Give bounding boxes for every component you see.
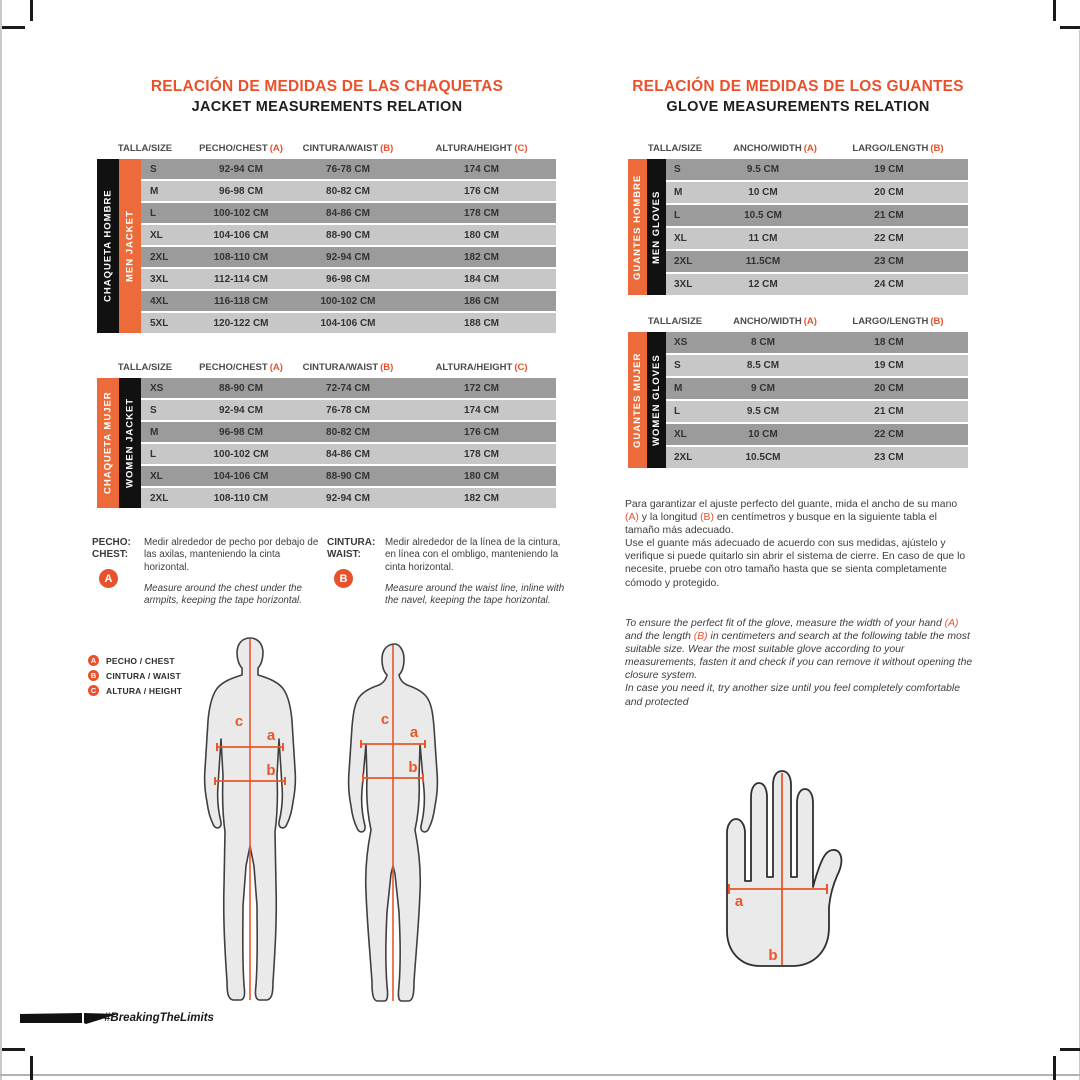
table-row bbox=[141, 444, 556, 464]
table-row bbox=[141, 422, 556, 442]
footer-hashtag: #BreakingTheLimits bbox=[104, 1012, 214, 1024]
hand-label-length: b bbox=[768, 947, 778, 964]
cell-length: 24 CM bbox=[874, 279, 904, 290]
cell-width: 10 CM bbox=[748, 429, 778, 440]
header-largo-length: LARGO/LENGTH (B) bbox=[852, 316, 944, 327]
cell-width: 10 CM bbox=[748, 187, 778, 198]
cell-width: 10.5CM bbox=[745, 452, 781, 463]
cell-width: 8.5 CM bbox=[746, 360, 780, 371]
table-row bbox=[666, 274, 968, 295]
cell-waist: 88-90 CM bbox=[326, 229, 370, 241]
cell-length: 20 CM bbox=[874, 187, 904, 198]
table-row bbox=[141, 159, 556, 179]
cell-size: S bbox=[150, 404, 157, 416]
hand-outline bbox=[727, 771, 841, 966]
women-gloves-table-header bbox=[628, 314, 968, 329]
body-figures-illustration bbox=[185, 628, 470, 1013]
header-altura-height: ALTURA/HEIGHT (C) bbox=[435, 362, 528, 373]
cell-chest: 104-106 CM bbox=[213, 470, 269, 482]
cell-chest: 108-110 CM bbox=[213, 251, 269, 263]
table-row bbox=[141, 225, 556, 245]
waist-instruction bbox=[327, 537, 565, 607]
men-jacket-band-es: CHAQUETA HOMBRE bbox=[97, 159, 119, 333]
cell-width: 10.5 CM bbox=[744, 210, 782, 221]
crop-mark-bottom-left-v bbox=[30, 1056, 33, 1080]
page-edge-left bbox=[0, 0, 2, 1080]
header-ancho-width: ANCHO/WIDTH (A) bbox=[733, 143, 817, 154]
legend-badge-b: B bbox=[88, 670, 99, 681]
jackets-title-es: RELACIÓN DE MEDIDAS DE LAS CHAQUETAS bbox=[150, 78, 504, 95]
table-row bbox=[666, 378, 968, 399]
jackets-heading bbox=[97, 78, 557, 115]
cell-chest: 92-94 CM bbox=[219, 163, 263, 175]
cell-height: 178 CM bbox=[463, 448, 499, 460]
waist-label-en: WAIST: bbox=[327, 549, 361, 560]
table-row bbox=[666, 251, 968, 272]
cell-size: 3XL bbox=[150, 273, 169, 285]
cell-waist: 104-106 CM bbox=[320, 317, 376, 329]
cell-size: 4XL bbox=[150, 295, 169, 307]
cell-height: 184 CM bbox=[463, 273, 499, 285]
table-row bbox=[666, 401, 968, 422]
cell-length: 22 CM bbox=[874, 429, 904, 440]
men-jacket-table bbox=[97, 141, 556, 335]
women-jacket-band-es: CHAQUETA MUJER bbox=[97, 378, 119, 508]
women-jacket-rows bbox=[141, 378, 556, 508]
women-jacket-band-en: WOMEN JACKET bbox=[119, 378, 141, 508]
legend-item-height: C ALTURA / HEIGHT bbox=[88, 685, 182, 696]
cell-length: 22 CM bbox=[874, 233, 904, 244]
waist-label-es: CINTURA: bbox=[327, 537, 376, 548]
gloves-heading bbox=[622, 78, 974, 115]
cell-height: 182 CM bbox=[463, 492, 499, 504]
header-pecho-chest: PECHO/CHEST (A) bbox=[199, 362, 283, 373]
cell-chest: 116-118 CM bbox=[214, 295, 268, 307]
chest-text-es: Medir alrededor de pecho por debajo de las axilas, manteniendo la cinta horizontal. bbox=[144, 537, 319, 573]
table-row bbox=[141, 400, 556, 420]
cell-width: 11.5CM bbox=[745, 256, 781, 267]
cell-size: 2XL bbox=[674, 452, 693, 463]
chest-instruction bbox=[92, 537, 322, 607]
table-row bbox=[141, 291, 556, 311]
cell-waist: 84-86 CM bbox=[326, 207, 370, 219]
cell-length: 21 CM bbox=[874, 406, 904, 417]
women-jacket-table-header bbox=[97, 360, 556, 375]
crop-mark-top-right-h bbox=[1060, 26, 1080, 29]
crop-mark-bottom-right-v bbox=[1053, 1056, 1056, 1080]
cell-size: XL bbox=[674, 429, 687, 440]
waist-text-en: Measure around the waist line, inline with the navel, keeping the tape horizontal. bbox=[385, 582, 565, 607]
cell-height: 172 CM bbox=[463, 382, 499, 394]
cell-waist: 92-94 CM bbox=[326, 251, 370, 263]
female-label-height: c bbox=[380, 711, 390, 728]
table-row bbox=[141, 466, 556, 486]
cell-size: XL bbox=[674, 233, 687, 244]
female-label-chest: a bbox=[409, 724, 419, 741]
cell-width: 9 CM bbox=[751, 383, 775, 394]
cell-chest: 112-114 CM bbox=[214, 273, 268, 285]
legend-item-chest: A PECHO / CHEST bbox=[88, 655, 182, 666]
cell-size: 2XL bbox=[150, 251, 169, 263]
women-gloves-table bbox=[628, 314, 968, 470]
cell-size: M bbox=[674, 383, 683, 394]
cell-length: 23 CM bbox=[874, 256, 904, 267]
glove-fit-text-en: To ensure the perfect fit of the glove, measure the width of your hand (A) and the length (B) in centimeters and search at the following table the most suitable size. Wear the most suitable glove according to your measurements, fasten it and check if you can remove it without opening the closure system. In case you need it, try another size until you feel completely comfortable and protected bbox=[625, 618, 973, 708]
cell-size: XS bbox=[674, 337, 688, 348]
chest-text-en: Measure around the chest under the armpits, keeping the tape horizontal. bbox=[144, 582, 302, 607]
cell-height: 180 CM bbox=[463, 470, 499, 482]
cell-size: 3XL bbox=[674, 279, 693, 290]
women-jacket-table bbox=[97, 360, 556, 510]
women-gloves-band-en: WOMEN GLOVES bbox=[647, 332, 666, 468]
women-gloves-band-es: GUANTES MUJER bbox=[628, 332, 647, 468]
men-gloves-band-en: MEN GLOVES bbox=[647, 159, 666, 295]
header-ancho-width: ANCHO/WIDTH (A) bbox=[733, 316, 817, 327]
men-gloves-table-header bbox=[628, 141, 968, 156]
glove-hand-illustration bbox=[703, 735, 893, 980]
male-label-height: c bbox=[234, 713, 244, 730]
crop-mark-bottom-left-h bbox=[2, 1048, 25, 1051]
cell-width: 9.5 CM bbox=[746, 406, 780, 417]
men-jacket-rows bbox=[141, 159, 556, 333]
cell-size: M bbox=[674, 187, 683, 198]
table-row bbox=[141, 181, 556, 201]
header-largo-length: LARGO/LENGTH (B) bbox=[852, 143, 944, 154]
cell-width: 8 CM bbox=[751, 337, 775, 348]
table-row bbox=[141, 247, 556, 267]
gloves-title-en: GLOVE MEASUREMENTS RELATION bbox=[666, 99, 930, 115]
cell-width: 11 CM bbox=[748, 233, 778, 244]
cell-chest: 104-106 CM bbox=[213, 229, 269, 241]
header-talla-size: TALLA/SIZE bbox=[647, 316, 703, 327]
header-talla-size: TALLA/SIZE bbox=[117, 362, 173, 373]
cell-size: L bbox=[674, 210, 681, 221]
cell-length: 19 CM bbox=[874, 360, 904, 371]
men-gloves-table bbox=[628, 141, 968, 297]
men-gloves-band-es: GUANTES HOMBRE bbox=[628, 159, 647, 295]
cell-height: 176 CM bbox=[463, 185, 499, 197]
cell-size: S bbox=[674, 360, 681, 371]
header-pecho-chest: PECHO/CHEST (A) bbox=[199, 143, 283, 154]
cell-height: 180 CM bbox=[463, 229, 499, 241]
men-gloves-rows bbox=[666, 159, 968, 295]
cell-waist: 76-78 CM bbox=[326, 404, 370, 416]
waist-key-badge: B bbox=[334, 569, 353, 588]
cell-size: M bbox=[150, 185, 159, 197]
cell-height: 178 CM bbox=[463, 207, 499, 219]
cell-size: L bbox=[150, 207, 157, 219]
cell-chest: 108-110 CM bbox=[213, 492, 269, 504]
cell-chest: 92-94 CM bbox=[219, 404, 263, 416]
header-altura-height: ALTURA/HEIGHT (C) bbox=[435, 143, 528, 154]
crop-mark-top-left-h bbox=[2, 26, 25, 29]
cell-length: 18 CM bbox=[874, 337, 904, 348]
cell-size: 2XL bbox=[674, 256, 693, 267]
gloves-title-es: RELACIÓN DE MEDIDAS DE LOS GUANTES bbox=[632, 78, 964, 95]
chest-label-es: PECHO: bbox=[92, 537, 131, 548]
table-row bbox=[666, 355, 968, 376]
table-row bbox=[141, 313, 556, 333]
cell-size: M bbox=[150, 426, 159, 438]
table-row bbox=[666, 332, 968, 353]
male-label-waist: b bbox=[266, 762, 276, 779]
cell-chest: 120-122 CM bbox=[213, 317, 269, 329]
cell-chest: 96-98 CM bbox=[219, 185, 263, 197]
cell-length: 19 CM bbox=[874, 164, 904, 175]
cell-height: 174 CM bbox=[463, 404, 499, 416]
cell-length: 20 CM bbox=[874, 383, 904, 394]
male-figure bbox=[205, 638, 296, 1000]
cell-height: 174 CM bbox=[463, 163, 499, 175]
table-row bbox=[141, 488, 556, 508]
cell-height: 182 CM bbox=[463, 251, 499, 263]
legend-badge-a: A bbox=[88, 655, 99, 666]
cell-waist: 72-74 CM bbox=[326, 382, 370, 394]
cell-waist: 84-86 CM bbox=[326, 448, 370, 460]
header-talla-size: TALLA/SIZE bbox=[647, 143, 703, 154]
table-row bbox=[666, 447, 968, 468]
table-row bbox=[141, 269, 556, 289]
cell-waist: 88-90 CM bbox=[326, 470, 370, 482]
cell-height: 188 CM bbox=[463, 317, 499, 329]
women-gloves-rows bbox=[666, 332, 968, 468]
chest-label-en: CHEST: bbox=[92, 549, 129, 560]
cell-chest: 88-90 CM bbox=[219, 382, 263, 394]
female-label-waist: b bbox=[408, 759, 418, 776]
cell-length: 23 CM bbox=[874, 452, 904, 463]
legend-item-waist: B CINTURA / WAIST bbox=[88, 670, 182, 681]
cell-chest: 96-98 CM bbox=[219, 426, 263, 438]
measurement-legend bbox=[88, 655, 182, 700]
table-row bbox=[666, 228, 968, 249]
glove-fit-text-es: Para garantizar el ajuste perfecto del guante, mida el ancho de su mano (A) y la longitud (B) en centímetros y busque en la siguiente tabla el tamaño más adecuado. Use el guante más adecuado de acuerdo con sus medidas, ajústelo y verifique si puede quitarlo sin abrir el sistema de cierre. En caso de que lo necesite, pruebe con otro tamaño hasta que se sienta completamente cómodo y protegido. bbox=[625, 499, 966, 589]
cell-waist: 96-98 CM bbox=[326, 273, 370, 285]
cell-length: 21 CM bbox=[874, 210, 904, 221]
header-cintura-waist: CINTURA/WAIST (B) bbox=[302, 362, 394, 373]
cell-chest: 100-102 CM bbox=[213, 448, 269, 460]
page-edge-bottom bbox=[0, 1074, 1080, 1076]
hand-label-width: a bbox=[734, 893, 744, 910]
table-row bbox=[666, 424, 968, 445]
legend-badge-c: C bbox=[88, 685, 99, 696]
crop-mark-bottom-right-h bbox=[1060, 1048, 1080, 1051]
cell-size: 5XL bbox=[150, 317, 169, 329]
cell-size: XL bbox=[150, 470, 163, 482]
cell-width: 9.5 CM bbox=[746, 164, 780, 175]
table-row bbox=[666, 205, 968, 226]
cell-waist: 100-102 CM bbox=[320, 295, 376, 307]
cell-size: L bbox=[674, 406, 681, 417]
crop-mark-top-left-v bbox=[30, 0, 33, 21]
cell-size: XS bbox=[150, 382, 164, 394]
cell-size: S bbox=[150, 163, 157, 175]
cell-size: L bbox=[150, 448, 157, 460]
men-jacket-table-header bbox=[97, 141, 556, 156]
cell-height: 186 CM bbox=[463, 295, 499, 307]
male-label-chest: a bbox=[266, 727, 276, 744]
table-row bbox=[141, 203, 556, 223]
cell-size: S bbox=[674, 164, 681, 175]
crop-mark-top-right-v bbox=[1053, 0, 1056, 21]
waist-text-es: Medir alrededor de la línea de la cintura, en línea con el ombligo, manteniendo la cinta horizontal. bbox=[385, 537, 561, 573]
cell-width: 12 CM bbox=[748, 279, 778, 290]
cell-waist: 80-82 CM bbox=[326, 426, 370, 438]
table-row bbox=[141, 378, 556, 398]
chest-key-badge: A bbox=[99, 569, 118, 588]
female-figure bbox=[349, 644, 438, 1001]
cell-waist: 76-78 CM bbox=[326, 163, 370, 175]
men-jacket-band-en: MEN JACKET bbox=[119, 159, 141, 333]
jackets-title-en: JACKET MEASUREMENTS RELATION bbox=[191, 99, 463, 115]
cell-size: 2XL bbox=[150, 492, 169, 504]
cell-waist: 92-94 CM bbox=[326, 492, 370, 504]
cell-size: XL bbox=[150, 229, 163, 241]
table-row bbox=[666, 159, 968, 180]
cell-chest: 100-102 CM bbox=[213, 207, 269, 219]
header-talla-size: TALLA/SIZE bbox=[117, 143, 173, 154]
header-cintura-waist: CINTURA/WAIST (B) bbox=[302, 143, 394, 154]
table-row bbox=[666, 182, 968, 203]
cell-waist: 80-82 CM bbox=[326, 185, 370, 197]
cell-height: 176 CM bbox=[463, 426, 499, 438]
